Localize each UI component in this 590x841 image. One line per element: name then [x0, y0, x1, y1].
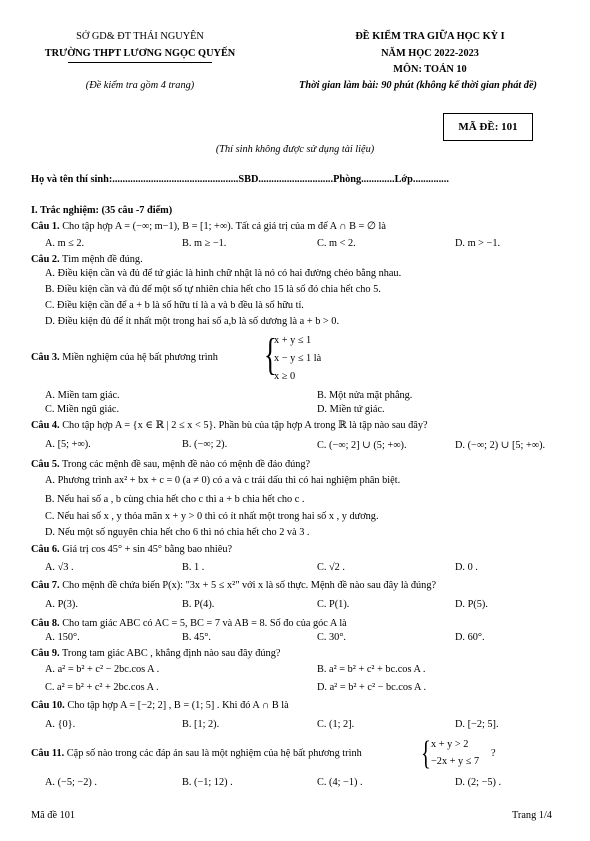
- q9-option-b: B. a² = b² + c² + bc.cos A .: [317, 664, 426, 675]
- q9-option-a: A. a² = b² + c² − 2bc.cos A .: [45, 664, 160, 675]
- question-text: Tìm mệnh đề đúng.: [62, 254, 143, 265]
- question-text: Cho tập hợp A = [−2; 2] , B = (1; 5] . Khi đó A ∩ B là: [67, 700, 289, 711]
- q3-option-a: A. Miền tam giác.: [45, 390, 120, 401]
- question-text: Trong tam giác ABC , khẳng định nào sau đây đúng?: [62, 648, 281, 659]
- school-name: TRƯỜNG THPT LƯƠNG NGỌC QUYẾN: [44, 48, 236, 59]
- q1-option-a: A. m ≤ 2.: [45, 238, 85, 249]
- q4-option-b: B. (−∞; 2).: [182, 439, 228, 450]
- question-text: Miền nghiệm của hệ bất phương trình: [62, 352, 218, 363]
- q7-option-b: B. P(4).: [182, 599, 215, 610]
- question-label: Câu 2.: [31, 254, 60, 265]
- q11-option-d: D. (2; −5) .: [455, 777, 502, 788]
- q10-option-c: C. (1; 2].: [317, 719, 355, 730]
- q7-option-c: C. P(1).: [317, 599, 350, 610]
- q4-option-c: C. (−∞; 2] ∪ (5; +∞).: [317, 440, 407, 451]
- question-9: [31, 648, 280, 659]
- question-11: [31, 748, 362, 759]
- q8-option-b: B. 45°.: [182, 632, 212, 643]
- q7-option-a: A. P(3).: [45, 599, 78, 610]
- q7-option-d: D. P(5).: [455, 599, 488, 610]
- q1-option-d: D. m > −1.: [455, 238, 501, 249]
- question-6: [31, 544, 232, 555]
- q6-option-a: A. √3 .: [45, 562, 74, 573]
- question-1: [31, 220, 386, 232]
- student-info-line: Họ và tên thí sinh:.................................................SBD.............................Phòng.............Lớp..............: [31, 174, 449, 185]
- exam-title: ĐỀ KIỂM TRA GIỮA HỌC KỲ I: [355, 31, 505, 42]
- question-2: [31, 254, 143, 265]
- footer-exam-code: Mã đề 101: [31, 810, 76, 821]
- question-7: [31, 580, 436, 591]
- question-label: Câu 4.: [31, 420, 60, 431]
- department-name: SỞ GD& ĐT THÁI NGUYÊN: [76, 31, 204, 42]
- question-text: Cho mệnh đề chứa biến P(x): "3x + 5 ≤ x²" với x là số thực. Mệnh đề nào sau đây là đúng?: [62, 580, 437, 591]
- q1-option-c: C. m < 2.: [317, 238, 356, 249]
- q10-option-d: D. [−2; 5].: [455, 719, 499, 730]
- q10-option-a: A. {0}.: [45, 719, 76, 730]
- question-label: Câu 6.: [31, 544, 60, 555]
- question-label: Câu 10.: [31, 700, 65, 711]
- q9-option-c: C. a² = b² + c² + 2bc.cos A .: [45, 682, 159, 693]
- question-label: Câu 1.: [31, 221, 60, 232]
- q11-question-mark: ?: [491, 748, 496, 759]
- school-underline: [68, 62, 212, 63]
- question-4: [31, 419, 428, 431]
- q4-option-a: A. [5; +∞).: [45, 439, 91, 450]
- q9-option-d: D. a² = b² + c² − bc.cos A .: [317, 682, 427, 693]
- q8-option-c: C. 30°.: [317, 632, 347, 643]
- subject: MÔN: TOÁN 10: [393, 64, 467, 75]
- q5-option-c: C. Nếu hai số x , y thỏa mãn x + y > 0 thì có ít nhất một trong hai số x , y dương.: [45, 511, 379, 522]
- exam-code-box: MÃ ĐỀ: 101: [443, 113, 533, 141]
- q11-option-a: A. (−5; −2) .: [45, 777, 97, 788]
- q11-option-c: C. (4; −1) .: [317, 777, 363, 788]
- q2-option-d: D. Điều kiện đủ để ít nhất một trong hai số a,b là số dương là a + b > 0.: [45, 316, 340, 327]
- footer-page-number: Trang 1/4: [512, 810, 552, 821]
- q3-option-b: B. Một nửa mặt phẳng.: [317, 390, 413, 401]
- exam-time: Thời gian làm bài: 90 phút (không kể thời gian phát đề): [299, 80, 537, 91]
- section-title: I. Trắc nghiệm: (35 câu -7 điểm): [31, 205, 173, 216]
- q5-option-d: D. Nếu một số nguyên chia hết cho 6 thì nó chia hết cho 2 và 3 .: [45, 527, 310, 538]
- question-label: Câu 9.: [31, 648, 60, 659]
- question-label: Câu 8.: [31, 618, 60, 629]
- question-8: [31, 618, 347, 629]
- q11-system-line-2: −2x + y ≤ 7: [431, 756, 480, 767]
- q8-option-a: A. 150°.: [45, 632, 80, 643]
- q6-option-b: B. 1 .: [182, 562, 205, 573]
- system-brace: {: [421, 735, 431, 772]
- q3-system-line-1: x + y ≤ 1: [274, 335, 312, 346]
- q4-option-d: D. (−∞; 2) ∪ [5; +∞).: [455, 440, 546, 451]
- q3-option-d: D. Miền tứ giác.: [317, 404, 385, 415]
- q8-option-d: D. 60°.: [455, 632, 485, 643]
- q5-option-b: B. Nếu hai số a , b cùng chia hết cho c thì a + b chia hết cho c .: [45, 494, 305, 505]
- question-text: Trong các mệnh đề sau, mệnh đề nào có mệnh đề đảo đúng?: [62, 459, 311, 470]
- question-5: [31, 459, 310, 470]
- q1-option-b: B. m ≥ −1.: [182, 238, 227, 249]
- question-text: Cho tam giác ABC có AC = 5, BC = 7 và AB = 8. Số đo của góc A là: [62, 618, 347, 629]
- question-label: Câu 11.: [31, 748, 65, 759]
- question-label: Câu 7.: [31, 580, 60, 591]
- question-text: Giá trị cos 45° + sin 45° bằng bao nhiêu?: [62, 544, 233, 555]
- q11-option-b: B. (−1; 12) .: [182, 777, 233, 788]
- question-10: [31, 700, 289, 711]
- q6-option-d: D. 0 .: [455, 562, 478, 573]
- no-documents-note: (Thí sinh không được sử dụng tài liệu): [215, 144, 375, 155]
- question-3: [31, 352, 218, 363]
- question-text: Cặp số nào trong các đáp án sau là một nghiệm của hệ bất phương trình: [66, 748, 362, 759]
- q3-system-line-2: x − y ≤ 1 là: [274, 353, 322, 364]
- q3-system-line-3: x ≥ 0: [274, 371, 296, 382]
- question-text: Cho tập hợp A = {x ∈ ℝ | 2 ≤ x < 5}. Phần bù của tập hợp A trong ℝ là tập nào sau đây?: [62, 420, 428, 431]
- q6-option-c: C. √2 .: [317, 562, 345, 573]
- q11-system-line-1: x + y > 2: [431, 739, 469, 750]
- system-brace: {: [264, 330, 277, 379]
- question-text: Cho tập hợp A = (−∞; m−1), B = [1; +∞). Tất cả giá trị của m để A ∩ B = ∅ là: [62, 221, 386, 232]
- q2-option-a: A. Điều kiện cần và đủ để tứ giác là hình chữ nhật là nó có hai đường chéo bằng nhau.: [45, 268, 402, 279]
- q10-option-b: B. [1; 2).: [182, 719, 220, 730]
- q2-option-b: B. Điều kiện cần và đủ để một số tự nhiên chia hết cho 15 là số đó chia hết cho 5.: [45, 284, 381, 295]
- school-year: NĂM HỌC 2022-2023: [381, 48, 479, 59]
- q5-option-a: A. Phương trình ax² + bx + c = 0 (a ≠ 0) có a và c trái dấu thì có hai nghiệm phân biệt.: [45, 475, 401, 486]
- question-label: Câu 5.: [31, 459, 60, 470]
- q3-option-c: C. Miền ngũ giác.: [45, 404, 120, 415]
- pages-note: (Đề kiểm tra gồm 4 trang): [85, 80, 195, 91]
- question-label: Câu 3.: [31, 352, 60, 363]
- q2-option-c: C. Điều kiện cần để a + b là số hữu tỉ là a và b đều là số hữu tỉ.: [45, 300, 304, 311]
